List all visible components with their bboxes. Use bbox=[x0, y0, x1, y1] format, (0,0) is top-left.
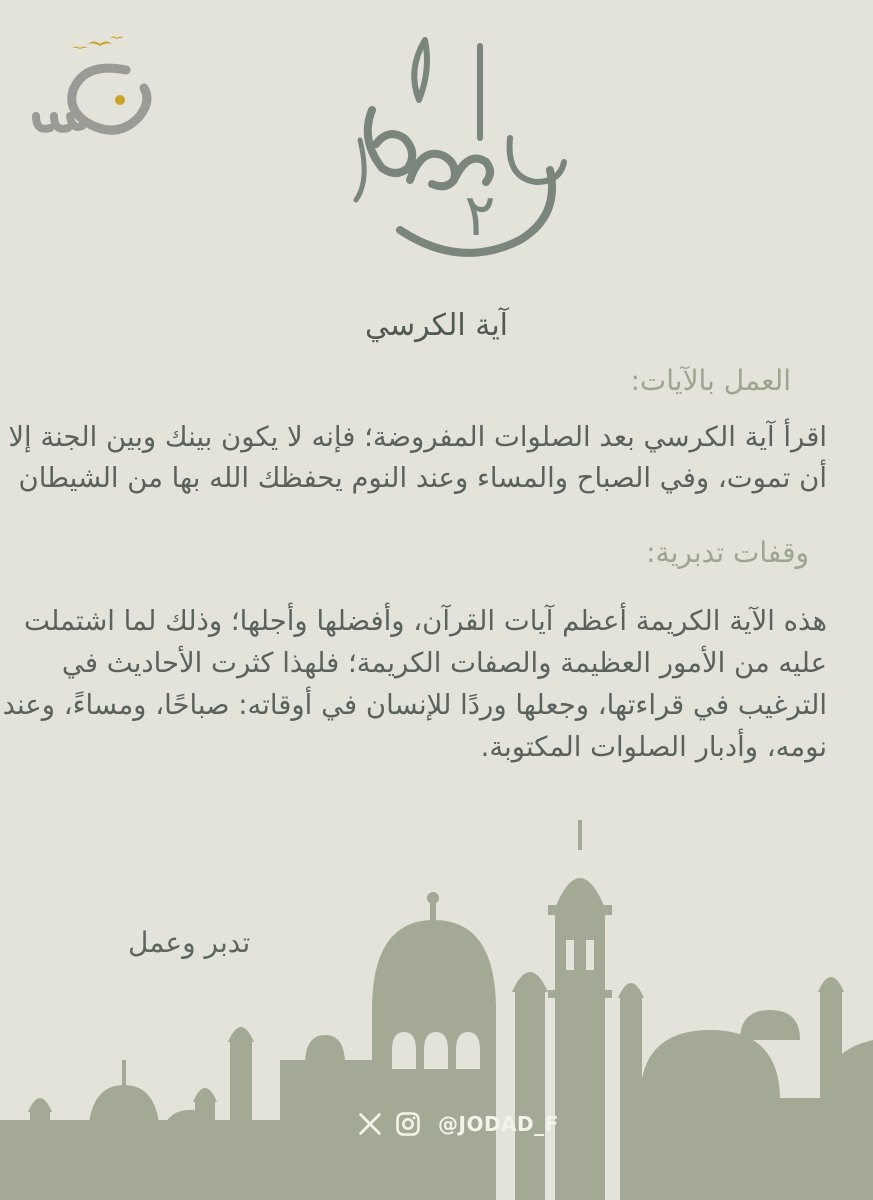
page-title: آية الكرسي bbox=[364, 308, 509, 343]
birds-logo-icon bbox=[72, 37, 124, 50]
day-number: ٢ bbox=[464, 181, 496, 249]
instagram-icon[interactable] bbox=[394, 1110, 422, 1138]
social-bar bbox=[356, 1107, 559, 1141]
paragraph-line: نومه، وأدبار الصلوات المكتوبة. bbox=[480, 731, 827, 763]
practice-paragraph bbox=[8, 417, 827, 499]
section-heading-reflection: وقفات تدبرية: bbox=[646, 536, 809, 569]
x-icon[interactable] bbox=[356, 1110, 384, 1138]
section-heading-practice: العمل بالآيات: bbox=[630, 364, 791, 397]
ramadan-calligraphy bbox=[330, 30, 580, 270]
paragraph-line: أن تموت، وفي الصباح والمساء وعند النوم يحفظك الله بها من الشيطان bbox=[18, 462, 827, 494]
mosque-skyline-illustration bbox=[0, 820, 873, 1200]
paragraph-line: عليه من الأمور العظيمة والصفات الكريمة؛ فلهذا كثرت الأحاديث في bbox=[61, 647, 827, 679]
paragraph-line: هذه الآية الكريمة أعظم آيات القرآن، وأفضلها وأجلها؛ وذلك لما اشتملت bbox=[23, 605, 827, 637]
reflection-paragraph bbox=[3, 600, 827, 768]
paragraph-line: اقرأ آية الكرسي بعد الصلوات المفروضة؛ فإنه لا يكون بينك وبين الجنة إلا bbox=[8, 421, 827, 453]
social-handle[interactable]: @JODAD_F bbox=[438, 1112, 559, 1136]
signature-text: تدبر وعمل bbox=[128, 926, 251, 959]
paragraph-line: الترغيب في قراءتها، وجعلها وردًا للإنسان في أوقاته: صباحًا، ومساءً، وعند bbox=[2, 689, 827, 721]
jodad-logo bbox=[28, 30, 158, 150]
